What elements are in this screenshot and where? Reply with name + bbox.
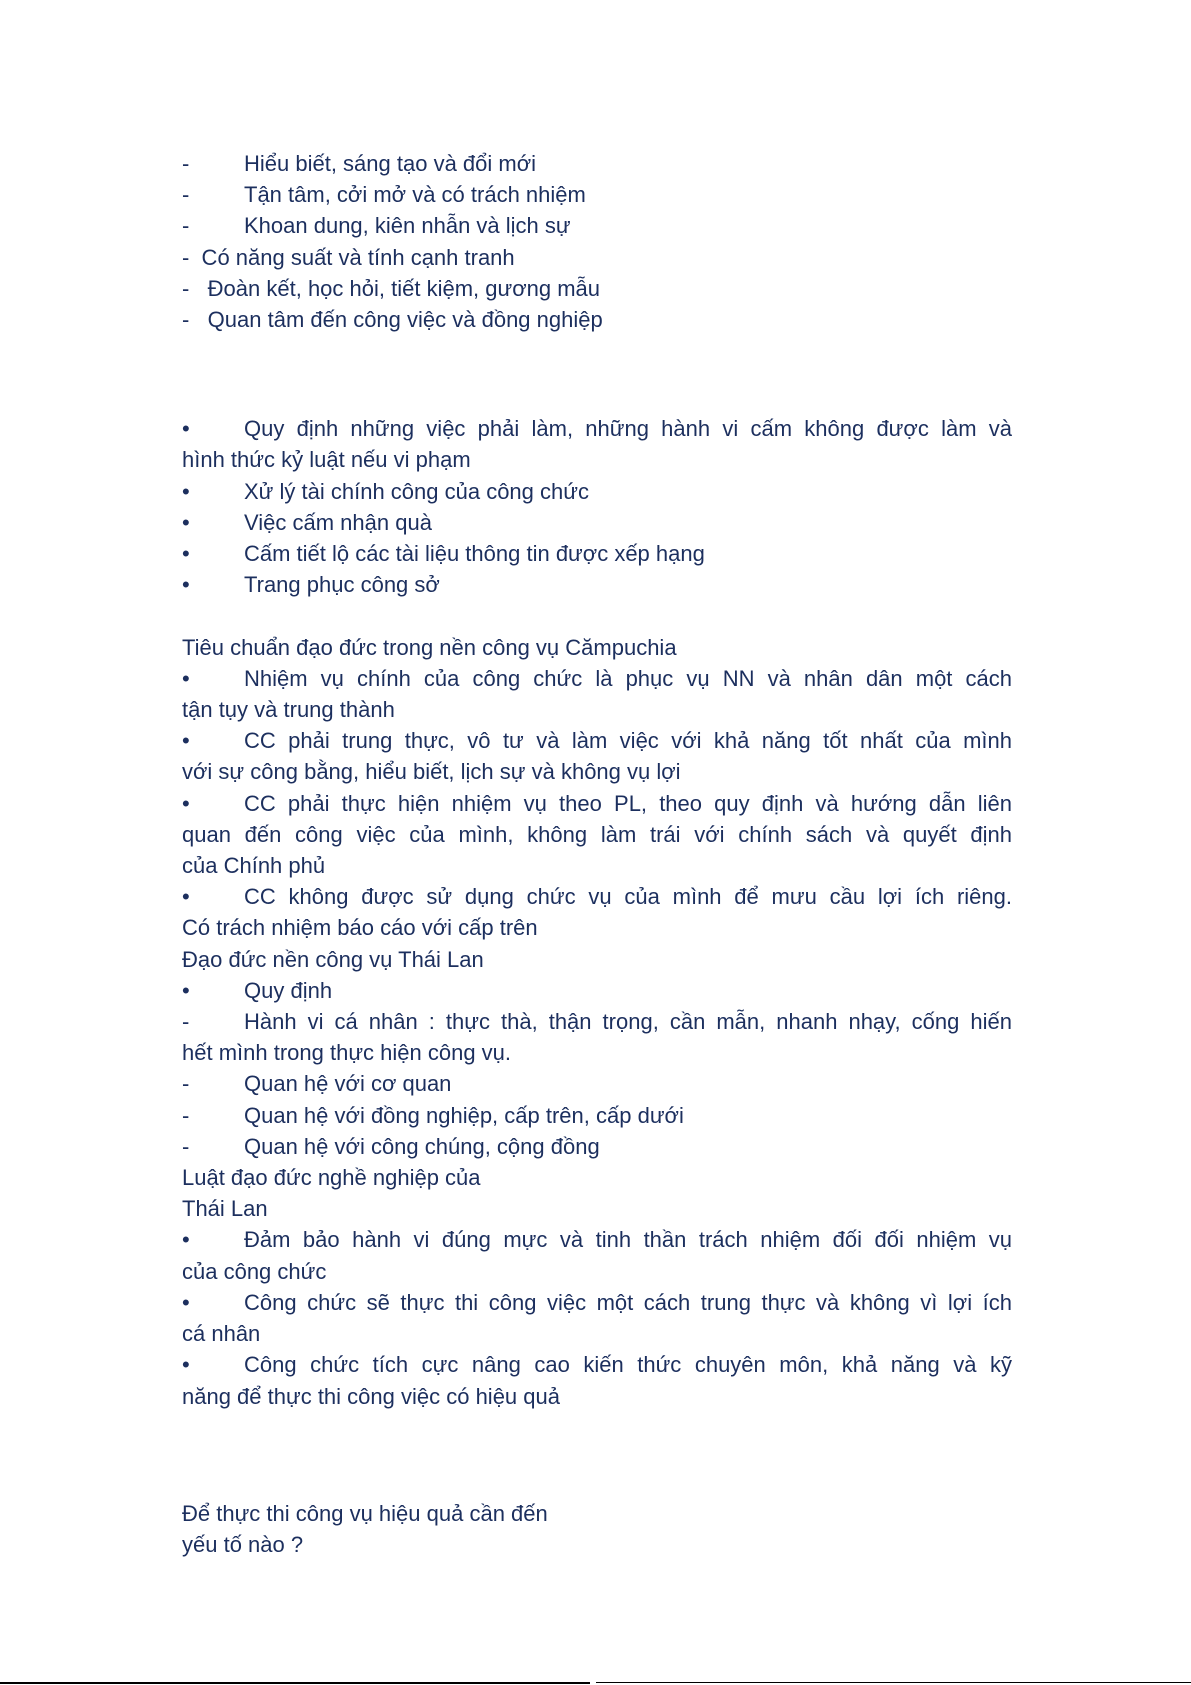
bullet-continuation: năng để thực thi công việc có hiệu quả xyxy=(182,1383,560,1409)
bullet-text: Công chức sẽ thực thi công việc một cách trung thực và không vì lợi ích xyxy=(244,1289,1012,1315)
section-heading: Tiêu chuẩn đạo đức trong nền công vụ Cămpuchia xyxy=(182,634,677,660)
bullet-continuation: của Chính phủ xyxy=(182,853,326,879)
bullet-continuation: hình thức kỷ luật nếu vi phạm xyxy=(182,447,471,473)
list-item xyxy=(182,1100,1012,1131)
list-item-text: Hiểu biết, sáng tạo và đổi mới xyxy=(244,151,537,176)
bullet-item xyxy=(182,413,1012,444)
list-item xyxy=(182,1131,1012,1162)
section-heading: Thái Lan xyxy=(182,1196,268,1222)
bullet-marker: • xyxy=(182,884,190,910)
bullet-item xyxy=(182,1224,1012,1255)
list-item xyxy=(182,210,1012,241)
bullet-marker: • xyxy=(182,665,190,691)
bullet-text: Nhiệm vụ chính của công chức là phục vụ NN và nhân dân một cách xyxy=(244,665,1012,691)
bullet-item xyxy=(182,1287,1012,1318)
list-item xyxy=(182,148,1012,179)
bullet-text: Trang phục công sở xyxy=(244,572,440,598)
bullet-text: Công chức tích cực nâng cao kiến thức chuyên môn, khả năng và kỹ xyxy=(244,1352,1012,1378)
bullet-marker: • xyxy=(182,1289,190,1315)
dash-marker: - xyxy=(182,1133,190,1159)
bullet-marker: • xyxy=(182,728,190,754)
bullet-marker: • xyxy=(182,1227,190,1253)
bullet-marker: • xyxy=(182,509,190,535)
bullet-text: CC không được sử dụng chức vụ của mình để mưu cầu lợi ích riêng. xyxy=(244,884,1012,910)
bullet-continuation: cá nhân xyxy=(182,1321,261,1347)
list-item xyxy=(182,1006,1012,1037)
bullet-continuation: với sự công bằng, hiểu biết, lịch sự và không vụ lợi xyxy=(182,759,681,785)
list-item: - Quan tâm đến công việc và đồng nghiệp xyxy=(182,307,603,333)
page-bottom-rule xyxy=(596,1682,1191,1683)
bullet-item xyxy=(182,663,1012,694)
bullet-continuation: của công chức xyxy=(182,1258,327,1284)
question-line: Để thực thi công vụ hiệu quả cần đến xyxy=(182,1500,548,1526)
bullet-item xyxy=(182,538,1012,569)
dash-marker: - xyxy=(182,213,190,239)
dash-marker: - xyxy=(182,1071,190,1097)
bullet-marker: • xyxy=(182,572,190,598)
section-heading: Luật đạo đức nghề nghiệp của xyxy=(182,1165,481,1191)
bullet-text: Quy định xyxy=(244,977,333,1003)
bullet-marker: • xyxy=(182,977,190,1003)
bullet-item xyxy=(182,881,1012,912)
list-item: - Đoàn kết, học hỏi, tiết kiệm, gương mẫu xyxy=(182,275,601,301)
section-heading: Đạo đức nền công vụ Thái Lan xyxy=(182,946,484,972)
bullet-item xyxy=(182,725,1012,756)
bullet-text: Cấm tiết lộ các tài liệu thông tin được xếp hạng xyxy=(244,541,705,567)
dash-marker: - xyxy=(182,1009,190,1035)
bullet-marker: • xyxy=(182,790,190,816)
page-bottom-rule xyxy=(0,1682,590,1684)
list-item-text: Tận tâm, cởi mở và có trách nhiệm xyxy=(244,182,586,208)
bullet-item xyxy=(182,476,1012,507)
bullet-text: Việc cấm nhận quà xyxy=(244,509,432,535)
bullet-continuation: tận tụy và trung thành xyxy=(182,697,395,723)
dash-marker: - xyxy=(182,182,190,208)
document-page xyxy=(182,148,1012,1560)
bullet-text: CC phải trung thực, vô tư và làm việc với khả năng tốt nhất của mình xyxy=(244,728,1012,754)
list-item-text: Hành vi cá nhân : thực thà, thận trọng, cần mẫn, nhanh nhạy, cống hiến xyxy=(244,1009,1012,1035)
list-item xyxy=(182,1068,1012,1099)
bullet-text: CC phải thực hiện nhiệm vụ theo PL, theo quy định và hướng dẫn liên xyxy=(244,790,1012,816)
bullet-item xyxy=(182,788,1012,819)
dash-marker: - xyxy=(182,1102,190,1128)
bullet-text: Quy định những việc phải làm, những hành vi cấm không được làm và xyxy=(244,416,1012,442)
list-item-text: Quan hệ với đồng nghiệp, cấp trên, cấp dưới xyxy=(244,1102,684,1128)
bullet-continuation: Có trách nhiệm báo cáo với cấp trên xyxy=(182,915,538,941)
question-line: yếu tố nào ? xyxy=(182,1531,304,1557)
list-continuation: hết mình trong thực hiện công vụ. xyxy=(182,1040,512,1066)
bullet-marker: • xyxy=(182,478,190,504)
bullet-item xyxy=(182,975,1012,1006)
list-item-text: Quan hệ với cơ quan xyxy=(244,1071,452,1097)
bullet-text: Đảm bảo hành vi đúng mực và tinh thần trách nhiệm đối đối nhiệm vụ xyxy=(244,1227,1012,1253)
bullet-marker: • xyxy=(182,541,190,567)
bullet-continuation: quan đến công việc của mình, không làm trái với chính sách và quyết định xyxy=(182,821,1012,847)
bullet-item xyxy=(182,1349,1012,1380)
list-item: - Có năng suất và tính cạnh tranh xyxy=(182,244,515,270)
list-item xyxy=(182,179,1012,210)
bullet-item xyxy=(182,569,1012,600)
bullet-text: Xử lý tài chính công của công chức xyxy=(244,478,589,504)
bullet-item xyxy=(182,507,1012,538)
dash-marker: - xyxy=(182,151,190,176)
bullet-marker: • xyxy=(182,416,190,442)
list-item-text: Khoan dung, kiên nhẫn và lịch sự xyxy=(244,213,571,239)
list-item-text: Quan hệ với công chúng, cộng đồng xyxy=(244,1133,600,1159)
bullet-marker: • xyxy=(182,1352,190,1378)
